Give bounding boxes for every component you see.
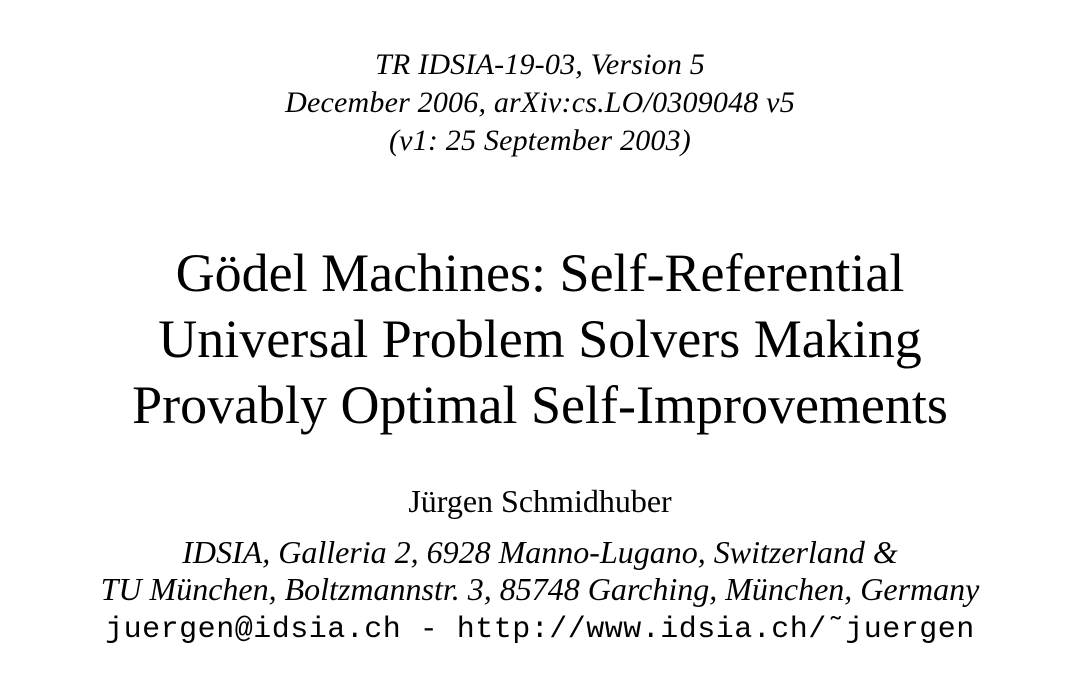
affiliation — [0, 534, 1080, 608]
first-version-date-line: (v1: 25 September 2003) — [388, 124, 691, 157]
title-line-2: Universal Problem Solvers Making — [158, 309, 922, 369]
contact-email-url-line: juergen@idsia.ch - http://www.idsia.ch/˜juergen — [105, 613, 975, 647]
title-line-1: Gödel Machines: Self-Referential — [175, 243, 905, 303]
paper-title — [0, 240, 1080, 438]
tech-report-header — [0, 46, 1080, 160]
author-name: Jürgen Schmidhuber — [408, 483, 672, 519]
affiliation-line-2: TU München, Boltzmannstr. 3, 85748 Garching, München, Germany — [100, 571, 980, 607]
arxiv-version-line: December 2006, arXiv:cs.LO/0309048 v5 — [285, 86, 795, 119]
tr-number-line: TR IDSIA-19-03, Version 5 — [375, 48, 705, 81]
affiliation-line-1: IDSIA, Galleria 2, 6928 Manno-Lugano, Switzerland & — [182, 534, 898, 570]
title-line-3: Provably Optimal Self-Improvements — [132, 375, 948, 435]
